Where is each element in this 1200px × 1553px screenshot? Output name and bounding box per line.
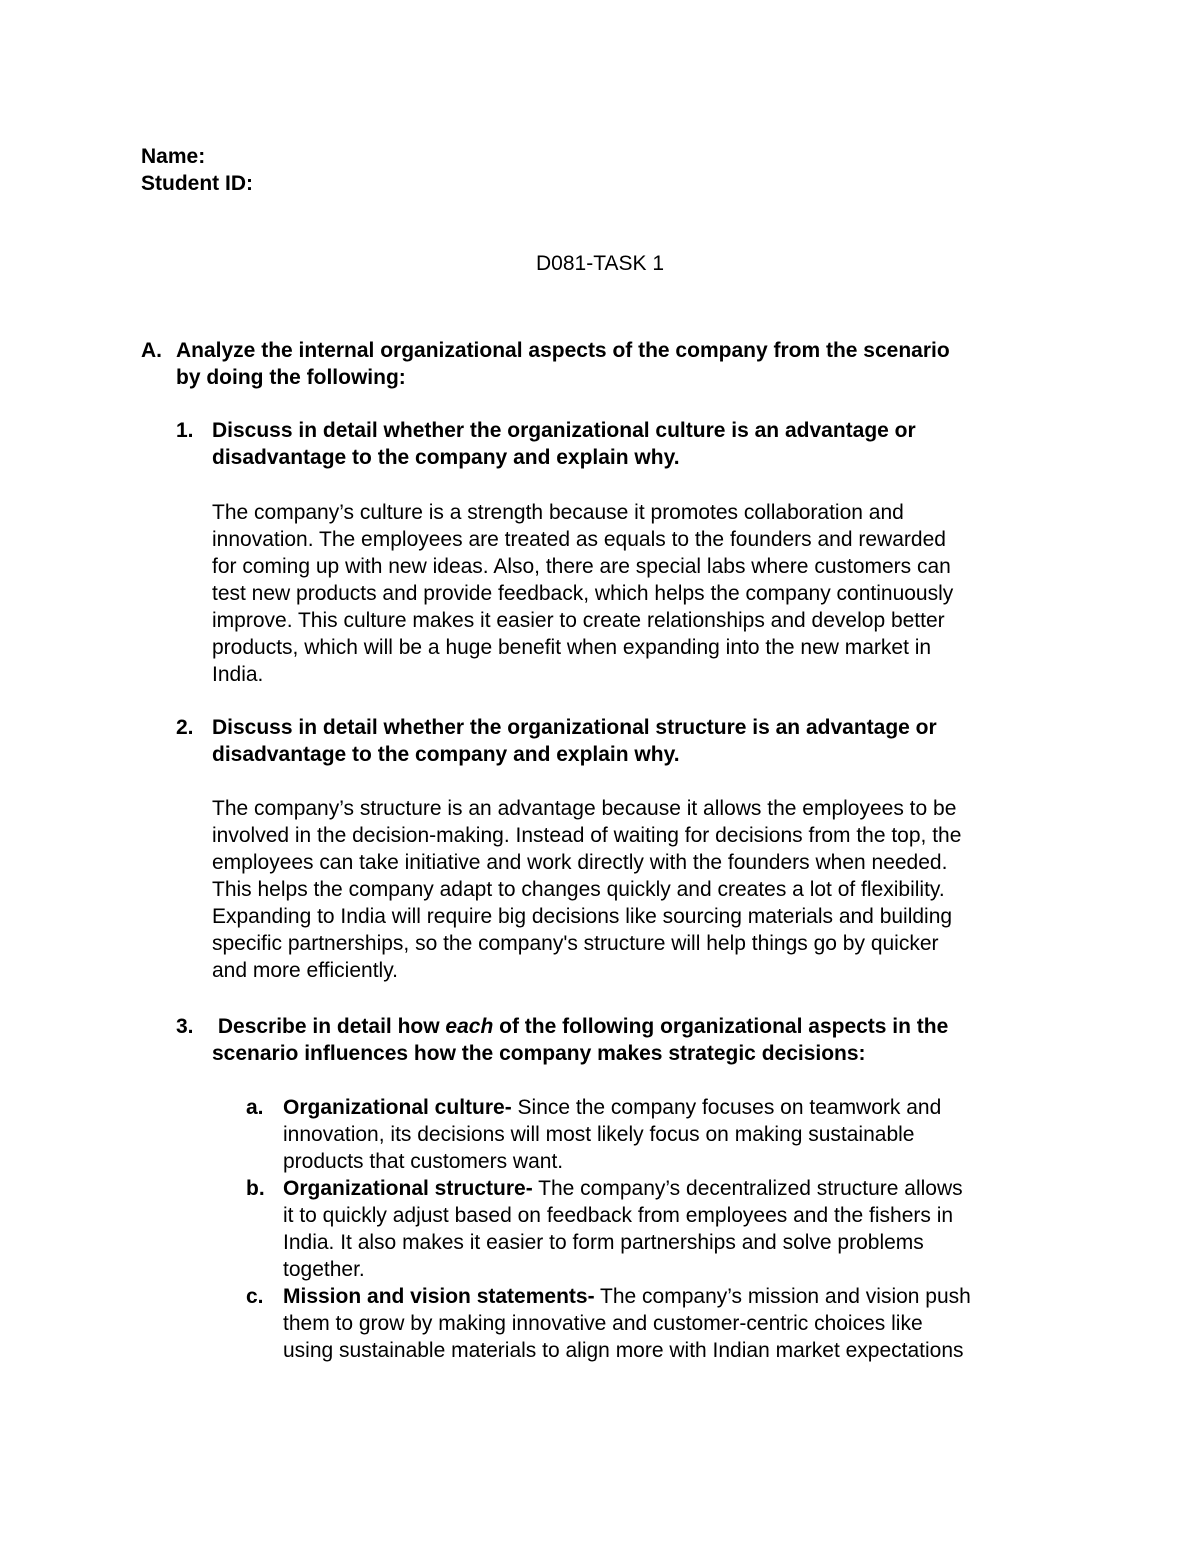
q2-heading-line: disadvantage to the company and explain why. — [212, 743, 680, 766]
q1-heading-line: Discuss in detail whether the organizational culture is an advantage or — [212, 419, 916, 442]
q3-item-a-line: products that customers want. — [283, 1150, 564, 1173]
q1-marker: 1. — [176, 419, 194, 442]
q3-item-b-text: The company’s decentralized structure allows — [532, 1177, 963, 1200]
q3-heading-emphasis: each — [445, 1015, 494, 1038]
q2-answer-line: and more efficiently. — [212, 959, 398, 982]
q3-item-b-line: together. — [283, 1258, 365, 1281]
q2-heading — [212, 714, 937, 768]
name-label: Name: — [141, 145, 206, 168]
q3-heading-line: scenario influences how the company makes strategic decisions: — [212, 1042, 866, 1065]
q3-item-a-label: Organizational culture- — [283, 1096, 512, 1119]
q3-item-c-label: Mission and vision statements- — [283, 1285, 595, 1308]
q1-answer-line: The company’s culture is a strength because it promotes collaboration and — [212, 501, 904, 524]
q3-item-c-text: The company’s mission and vision push — [594, 1285, 971, 1308]
q3-item-c — [283, 1283, 971, 1364]
q3-item-a-line: innovation, its decisions will most likely focus on making sustainable — [283, 1123, 915, 1146]
q3-heading-pre: Describe in detail how — [217, 1015, 446, 1038]
q2-answer-line: Expanding to India will require big decisions like sourcing materials and building — [212, 905, 953, 928]
q1-answer-line: test new products and provide feedback, which helps the company continuously — [212, 582, 954, 605]
q2-answer-line: specific partnerships, so the company's structure will help things go by quicker — [212, 932, 939, 955]
q2-answer-line: This helps the company adapt to changes quickly and creates a lot of flexibility. — [212, 878, 945, 901]
q1-answer-line: innovation. The employees are treated as equals to the founders and rewarded — [212, 528, 946, 551]
q3-item-a-marker: a. — [246, 1096, 264, 1119]
q3-item-b — [283, 1175, 963, 1283]
q3-item-c-first-line — [283, 1283, 971, 1310]
section-a-heading — [176, 337, 950, 391]
q3-item-b-line: it to quickly adjust based on feedback from employees and the fishers in — [283, 1204, 954, 1227]
student-id-label: Student ID: — [141, 172, 253, 195]
q2-answer-line: employees can take initiative and work directly with the founders when needed. — [212, 851, 948, 874]
q1-heading-line: disadvantage to the company and explain why. — [212, 446, 680, 469]
q1-answer — [212, 499, 953, 688]
q2-answer-line: The company’s structure is an advantage because it allows the employees to be — [212, 797, 957, 820]
document-title: D081-TASK 1 — [536, 252, 664, 275]
section-a-heading-line: by doing the following: — [176, 366, 406, 389]
q1-answer-line: improve. This culture makes it easier to create relationships and develop better — [212, 609, 945, 632]
q3-item-b-label: Organizational structure- — [283, 1177, 533, 1200]
q3-item-c-line: using sustainable materials to align more with Indian market expectations — [283, 1339, 964, 1362]
q2-answer-line: involved in the decision-making. Instead of waiting for decisions from the top, the — [212, 824, 962, 847]
q3-item-b-first-line — [283, 1175, 963, 1202]
q3-heading — [212, 1013, 948, 1067]
q1-answer-line: for coming up with new ideas. Also, there are special labs where customers can — [212, 555, 951, 578]
q3-heading-line — [212, 1013, 948, 1040]
q3-item-a-text: Since the company focuses on teamwork and — [511, 1096, 942, 1119]
q1-heading — [212, 417, 916, 471]
q2-marker: 2. — [176, 716, 194, 739]
q3-marker: 3. — [176, 1015, 194, 1038]
q3-item-c-line: them to grow by making innovative and customer-centric choices like — [283, 1312, 923, 1335]
q2-answer — [212, 795, 961, 984]
q3-item-c-marker: c. — [246, 1285, 264, 1308]
q1-answer-line: India. — [212, 663, 264, 686]
q2-heading-line: Discuss in detail whether the organizational structure is an advantage or — [212, 716, 937, 739]
section-a-marker: A. — [141, 339, 162, 362]
section-a-heading-line: Analyze the internal organizational aspects of the company from the scenario — [176, 339, 950, 362]
q3-item-a — [283, 1094, 941, 1175]
q3-heading-post: of the following organizational aspects in the — [493, 1015, 949, 1038]
q3-item-b-line: India. It also makes it easier to form partnerships and solve problems — [283, 1231, 924, 1254]
q3-item-b-marker: b. — [246, 1177, 265, 1200]
q3-item-a-first-line — [283, 1094, 941, 1121]
q1-answer-line: products, which will be a huge benefit when expanding into the new market in — [212, 636, 932, 659]
